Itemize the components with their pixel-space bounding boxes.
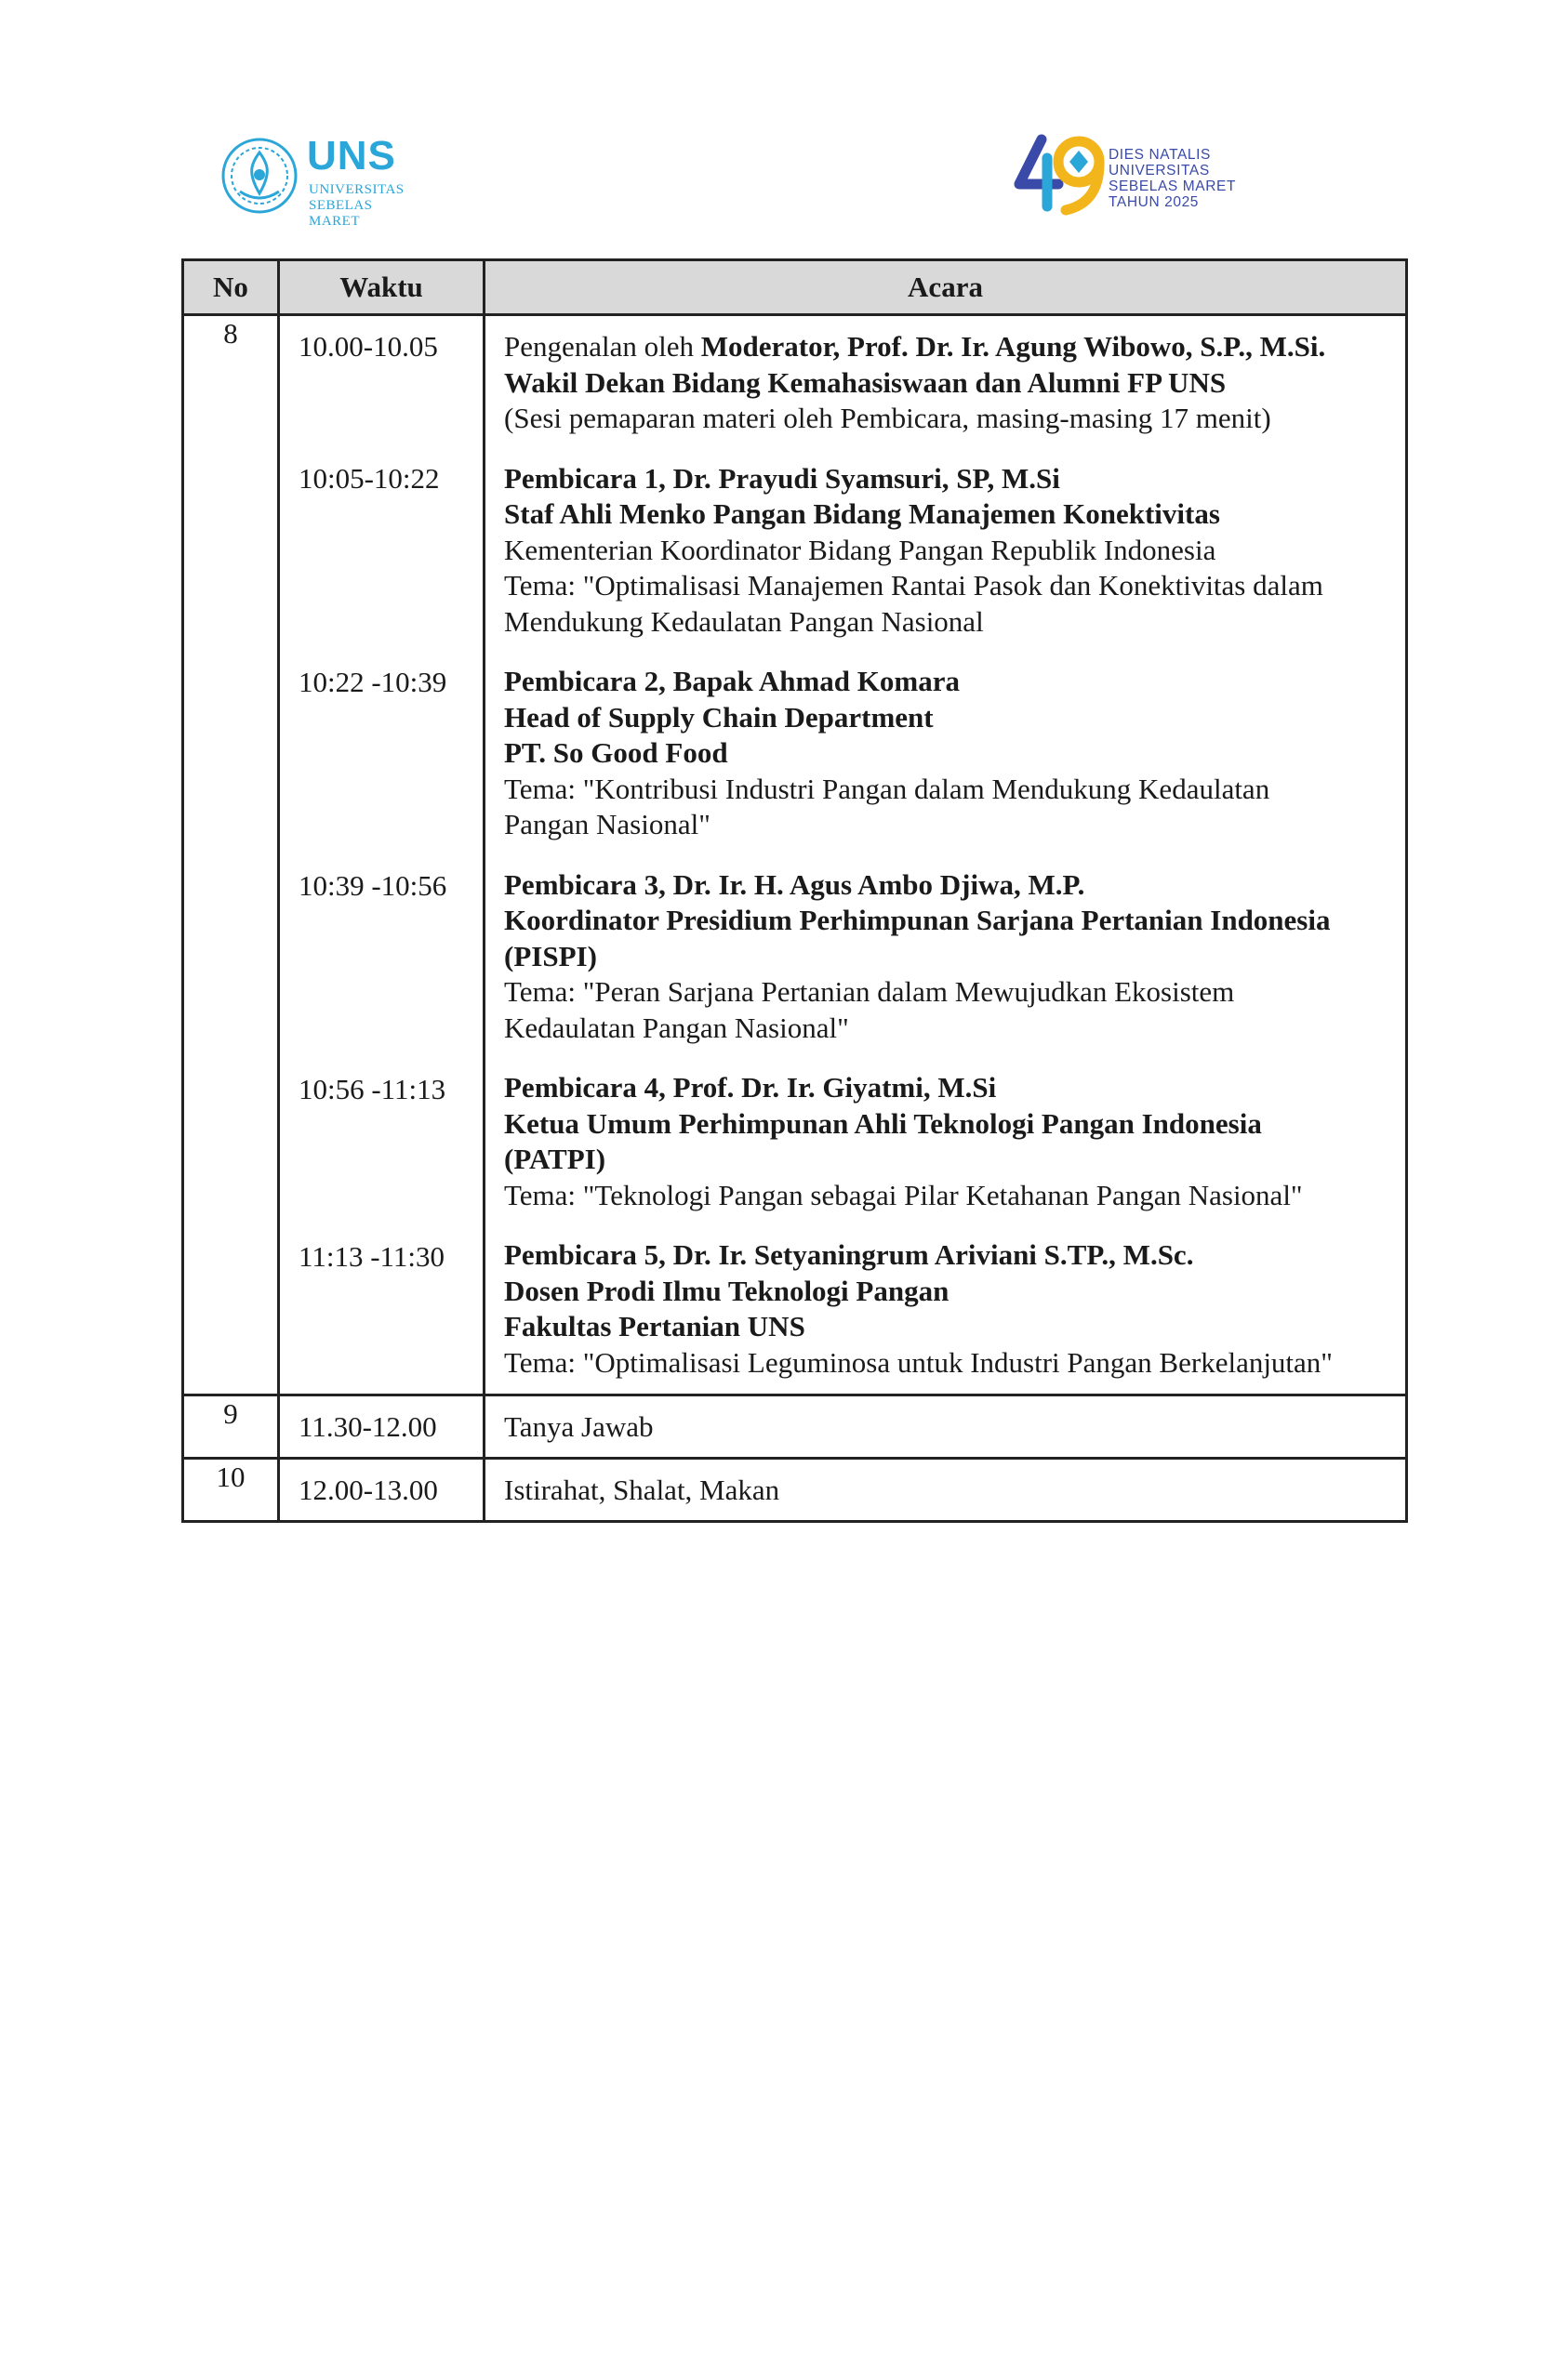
plain-text: Pengenalan oleh: [504, 330, 701, 363]
bold-text: Pembicara 2, Bapak Ahmad Komara: [504, 665, 960, 697]
plain-text: Tema: "Peran Sarjana Pertanian dalam Mewujudkan Ekosistem: [504, 975, 1235, 1008]
event-cell: [485, 1459, 1407, 1522]
table-row: [183, 1395, 1407, 1459]
bold-text: Dosen Prodi Ilmu Teknologi Pangan: [504, 1274, 949, 1307]
description-line: [504, 1309, 1396, 1345]
dies-natalis-line1: DIES NATALIS: [1109, 147, 1211, 163]
description-line: [504, 1345, 1396, 1382]
session-time: 12.00-13.00: [299, 1474, 438, 1506]
table-row: [183, 315, 1407, 1395]
session-description: [485, 448, 1405, 652]
dies-natalis-line2: UNIVERSITAS: [1109, 163, 1210, 178]
description-line: [504, 735, 1396, 772]
bold-text: Pembicara 4, Prof. Dr. Ir. Giyatmi, M.Si: [504, 1071, 997, 1104]
description-line: [504, 867, 1396, 904]
bold-text: Moderator, Prof. Dr. Ir. Agung Wibowo, S.P., M.Si.: [700, 330, 1326, 363]
session-description: [485, 1396, 1405, 1457]
plain-text: Kedaulatan Pangan Nasional": [504, 1011, 849, 1044]
session-time: 10.00-10.05: [299, 330, 438, 363]
session-time: 10:22 -10:39: [299, 666, 447, 698]
description-line: [504, 568, 1396, 604]
description-line: [504, 903, 1396, 939]
plain-text: Tema: "Teknologi Pangan sebagai Pilar Ketahanan Pangan Nasional": [504, 1178, 1303, 1211]
session-description: [485, 854, 1405, 1058]
bold-text: Pembicara 3, Dr. Ir. H. Agus Ambo Djiwa, M.P.: [504, 867, 1085, 901]
plain-text: Tema: "Optimalisasi Leguminosa untuk Industri Pangan Berkelanjutan": [504, 1345, 1333, 1379]
description-line: [504, 700, 1396, 736]
row-number: 8: [183, 315, 279, 1395]
uns-subtitle-line1: UNIVERSITAS: [309, 182, 405, 197]
uns-logo: [218, 130, 422, 229]
plain-text: Kementerian Koordinator Bidang Pangan Republik Indonesia: [504, 533, 1216, 566]
plain-text: Pangan Nasional": [504, 808, 710, 840]
bold-text: Wakil Dekan Bidang Kemahasiswaan dan Alumni FP UNS: [504, 365, 1227, 399]
table-row: [183, 1459, 1407, 1522]
time-cell: [279, 1459, 485, 1522]
description-line: [504, 329, 1396, 365]
plain-text: Tema: "Optimalisasi Manajemen Rantai Pasok dan Konektivitas dalam: [504, 569, 1323, 602]
description-line: [504, 604, 1396, 641]
column-header-no: No: [183, 260, 279, 315]
plain-text: Mendukung Kedaulatan Pangan Nasional: [504, 604, 984, 638]
dies-natalis-logo: [1014, 130, 1255, 223]
bold-text: PT. So Good Food: [504, 736, 728, 769]
dies-natalis-line4: TAHUN 2025: [1109, 194, 1200, 210]
session-time: 10:56 -11:13: [299, 1073, 446, 1105]
description-line: [504, 939, 1396, 975]
bold-text: Staf Ahli Menko Pangan Bidang Manajemen Konektivitas: [504, 497, 1220, 530]
description-line: [504, 1070, 1396, 1106]
description-line: [504, 1106, 1396, 1143]
uns-subtitle-line2: SEBELAS MARET: [309, 198, 373, 229]
bold-text: Pembicara 5, Dr. Ir. Setyaningrum Ariviani S.TP., M.Sc.: [504, 1238, 1194, 1271]
bold-text: Ketua Umum Perhimpunan Ahli Teknologi Pangan Indonesia: [504, 1106, 1262, 1140]
bold-text: Pembicara 1, Dr. Prayudi Syamsuri, SP, M.Si: [504, 461, 1060, 495]
session-description: [485, 316, 1405, 448]
bold-text: (PISPI): [504, 939, 597, 972]
plain-text: Istirahat, Shalat, Makan: [504, 1474, 780, 1506]
description-line: [504, 1274, 1396, 1310]
session-time: 10:39 -10:56: [299, 869, 447, 902]
bold-text: Head of Supply Chain Department: [504, 700, 934, 734]
schedule-table: [181, 258, 1408, 1523]
description-line: [504, 496, 1396, 533]
session-description: [485, 1057, 1405, 1224]
bold-text: Fakultas Pertanian UNS: [504, 1310, 805, 1342]
time-cell: [279, 1395, 485, 1459]
plain-text: Tema: "Kontribusi Industri Pangan dalam Mendukung Kedaulatan: [504, 772, 1270, 805]
description-line: [504, 365, 1396, 402]
description-line: [504, 1473, 1396, 1509]
description-line: [504, 1409, 1396, 1446]
session-description: [485, 1460, 1405, 1520]
description-line: [504, 461, 1396, 497]
column-header-waktu: Waktu: [279, 260, 485, 315]
table-header-row: [183, 260, 1407, 315]
time-cell: [279, 315, 485, 1395]
uns-wordmark: UNS: [307, 133, 396, 178]
row-number: 10: [183, 1459, 279, 1522]
dies-natalis-49-icon: [1014, 130, 1107, 219]
description-line: [504, 974, 1396, 1011]
session-description: [485, 1224, 1405, 1392]
session-time: 11.30-12.00: [299, 1410, 437, 1443]
plain-text: Tanya Jawab: [504, 1410, 654, 1443]
description-line: [504, 807, 1396, 843]
uns-emblem-icon: [219, 136, 299, 216]
description-line: [504, 1011, 1396, 1047]
bold-text: (PATPI): [504, 1143, 606, 1175]
description-line: [504, 1142, 1396, 1178]
event-cell: [485, 315, 1407, 1395]
plain-text: (Sesi pemaparan materi oleh Pembicara, masing-masing 17 menit): [504, 402, 1271, 434]
event-cell: [485, 1395, 1407, 1459]
description-line: [504, 664, 1396, 700]
description-line: [504, 533, 1396, 569]
description-line: [504, 1178, 1396, 1214]
session-time: 11:13 -11:30: [299, 1240, 445, 1273]
session-description: [485, 651, 1405, 854]
table-body: [183, 315, 1407, 1522]
description-line: [504, 772, 1396, 808]
dies-natalis-line3: SEBELAS MARET: [1109, 178, 1237, 194]
column-header-acara: Acara: [485, 260, 1407, 315]
description-line: [504, 1237, 1396, 1274]
row-number: 9: [183, 1395, 279, 1459]
session-time: 10:05-10:22: [299, 462, 440, 495]
description-line: [504, 401, 1396, 437]
bold-text: Koordinator Presidium Perhimpunan Sarjana Pertanian Indonesia: [504, 904, 1331, 936]
